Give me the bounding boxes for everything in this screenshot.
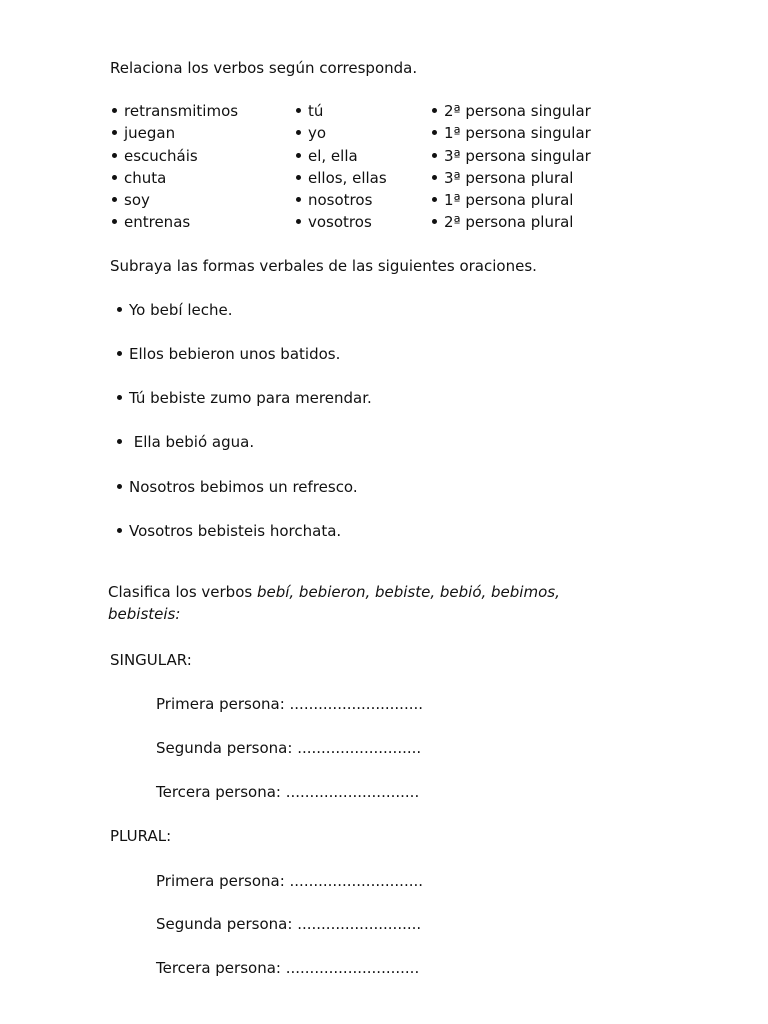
plural-second-person: Segunda persona: .......................... bbox=[156, 915, 422, 933]
bullet-icon bbox=[117, 484, 122, 489]
list-item: 1ª persona singular bbox=[432, 123, 591, 143]
bullet-icon bbox=[432, 153, 437, 158]
bullet-icon bbox=[117, 439, 122, 444]
list-item: ellos, ellas bbox=[296, 168, 387, 188]
list-item: Nosotros bebimos un refresco. bbox=[117, 477, 358, 497]
bullet-icon bbox=[296, 153, 301, 158]
list-item: soy bbox=[112, 190, 150, 210]
singular-first-person: Primera persona: ............................ bbox=[156, 695, 424, 713]
bullet-icon bbox=[112, 153, 117, 158]
bullet-icon bbox=[296, 175, 301, 180]
plural-first-person: Primera persona: ............................ bbox=[156, 872, 424, 890]
bullet-icon bbox=[296, 197, 301, 202]
singular-second-person: Segunda persona: .......................... bbox=[156, 739, 422, 757]
bullet-icon bbox=[432, 175, 437, 180]
bullet-icon bbox=[117, 395, 122, 400]
list-item: Tú bebiste zumo para merendar. bbox=[117, 388, 372, 408]
bullet-icon bbox=[296, 130, 301, 135]
list-item: nosotros bbox=[296, 190, 372, 210]
list-item: Vosotros bebisteis horchata. bbox=[117, 521, 341, 541]
bullet-icon bbox=[432, 219, 437, 224]
list-item: 2ª persona plural bbox=[432, 212, 573, 232]
bullet-icon bbox=[117, 351, 122, 356]
ex3-verbs-list-end: bebisteis: bbox=[108, 605, 181, 623]
bullet-icon bbox=[112, 219, 117, 224]
plural-third-person: Tercera persona: ............................ bbox=[156, 959, 420, 977]
ex1-instruction: Relaciona los verbos según corresponda. bbox=[110, 59, 418, 77]
list-item: entrenas bbox=[112, 212, 190, 232]
list-item: chuta bbox=[112, 168, 166, 188]
bullet-icon bbox=[296, 219, 301, 224]
bullet-icon bbox=[432, 197, 437, 202]
singular-third-person: Tercera persona: ............................ bbox=[156, 783, 420, 801]
bullet-icon bbox=[432, 130, 437, 135]
list-item: retransmitimos bbox=[112, 101, 238, 121]
bullet-icon bbox=[117, 528, 122, 533]
list-item: 1ª persona plural bbox=[432, 190, 573, 210]
list-item: 3ª persona singular bbox=[432, 146, 591, 166]
bullet-icon bbox=[112, 108, 117, 113]
bullet-icon bbox=[112, 175, 117, 180]
list-item: escucháis bbox=[112, 146, 198, 166]
bullet-icon bbox=[112, 197, 117, 202]
bullet-icon bbox=[432, 108, 437, 113]
list-item: 2ª persona singular bbox=[432, 101, 591, 121]
list-item: juegan bbox=[112, 123, 175, 143]
list-item: Yo bebí leche. bbox=[117, 300, 232, 320]
plural-heading: PLURAL: bbox=[110, 827, 172, 845]
bullet-icon bbox=[112, 130, 117, 135]
list-item: Ella bebió agua. bbox=[117, 432, 254, 452]
list-item: vosotros bbox=[296, 212, 372, 232]
list-item: 3ª persona plural bbox=[432, 168, 573, 188]
bullet-icon bbox=[117, 307, 122, 312]
singular-heading: SINGULAR: bbox=[110, 651, 192, 669]
ex3-instruction-line2 bbox=[108, 604, 180, 624]
ex3-verbs-list: bebí, bebieron, bebiste, bebió, bebimos, bbox=[256, 583, 560, 601]
list-item: tú bbox=[296, 101, 323, 121]
ex3-instruction-line1: Clasifica los verbos bebí, bebieron, bebiste, bebió, bebimos, bbox=[108, 583, 560, 601]
list-item: Ellos bebieron unos batidos. bbox=[117, 344, 340, 364]
bullet-icon bbox=[296, 108, 301, 113]
ex2-instruction: Subraya las formas verbales de las siguientes oraciones. bbox=[110, 257, 537, 275]
list-item: el, ella bbox=[296, 146, 358, 166]
list-item: yo bbox=[296, 123, 326, 143]
